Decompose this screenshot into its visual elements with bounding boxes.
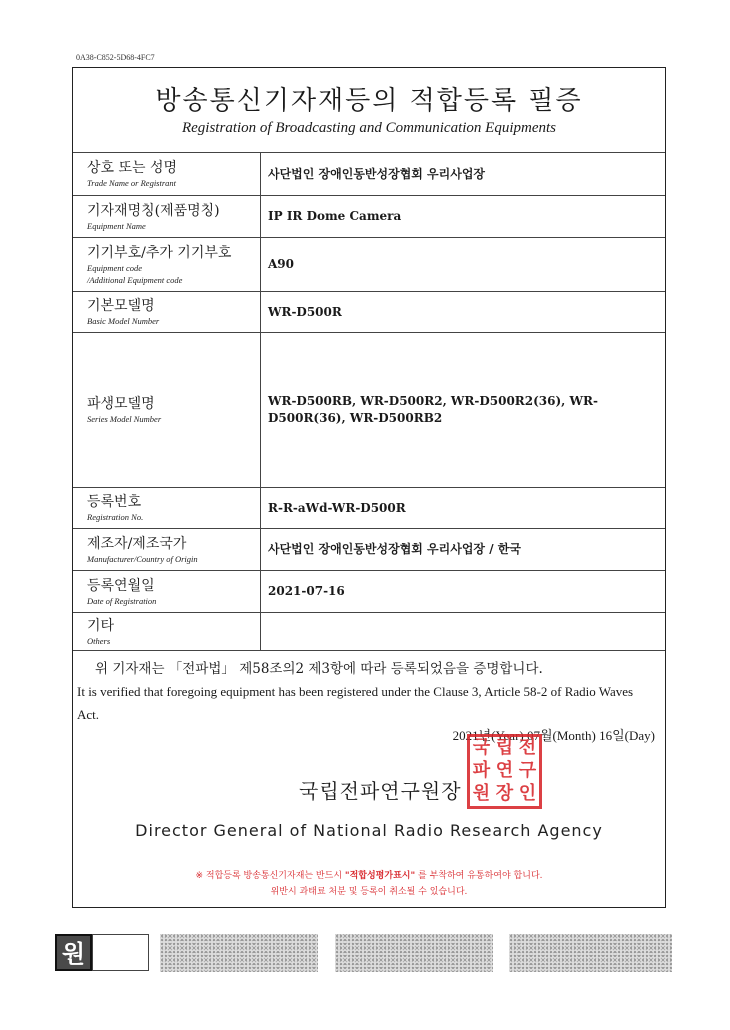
document-id: 0A38-C852-5D68-4FC7 [76, 53, 155, 62]
label-basic-model-ko: 기본모델명 [87, 298, 155, 314]
notice-line-1-suffix: 를 부착하여 유통하여야 합니다. [418, 871, 543, 881]
seal-char: 장 [495, 783, 514, 804]
label-registration-no-ko: 등록번호 [87, 494, 142, 510]
row-manufacturer [73, 529, 665, 571]
label-additional-code-en: /Additional Equipment code [87, 274, 183, 285]
seal-char: 립 [495, 737, 514, 758]
certification-statement-ko: 위 기자재는 「전파법」 제58조의2 제3항에 따라 등록되었음을 증명합니다. [95, 661, 543, 677]
seal-char: 전 [518, 737, 537, 758]
seal-char: 원 [472, 783, 491, 804]
label-others-ko: 기타 [87, 617, 115, 634]
row-registration-date [73, 571, 665, 613]
label-manufacturer-en: Manufacturer/Country of Origin [87, 553, 198, 564]
certification-date: 2021년(Year) 07월(Month) 16일(Day) [452, 728, 655, 743]
label-registration-no-en: Registration No. [87, 512, 144, 522]
value-registration-date: 2021-07-16 [261, 571, 666, 613]
row-series-model [73, 333, 665, 488]
label-equipment-name-ko: 기자재명칭(제품명칭) [87, 202, 220, 219]
value-manufacturer: 사단법인 장애인동반성장협회 우리사업장 / 한국 [261, 529, 666, 571]
label-manufacturer-ko: 제조자/제조국가 [87, 535, 187, 552]
label-equipment-code-ko: 기기부호/추가 기기부호 [87, 244, 232, 261]
official-seal-stamp [467, 734, 542, 809]
label-basic-model-en: Basic Model Number [87, 316, 160, 326]
certification-statement-en: It is verified that foregoing equipment has been registered under the Clause 3, Article 58-2 of Radio Waves Act. [77, 684, 634, 722]
security-pattern-1 [160, 934, 318, 972]
issuer-title-ko: 국립전파연구원장 [299, 779, 462, 803]
row-equipment-code [73, 238, 665, 292]
value-others [261, 613, 666, 651]
label-series-model-en: Series Model Number [87, 414, 162, 424]
seal-char: 연 [495, 760, 514, 781]
label-registration-date-ko: 등록연월일 [87, 577, 155, 594]
label-registration-date-en: Date of Registration [87, 595, 157, 606]
notice-line-2: 위반시 과태료 처분 및 등록이 취소될 수 있습니다. [270, 887, 468, 897]
notice-line-1-emphasis: "적합성평가표시" [344, 871, 416, 881]
label-others-en: Others [87, 635, 111, 646]
label-trade-name-ko: 상호 또는 성명 [87, 160, 178, 176]
footer-mark-logo: 원 [55, 934, 92, 971]
label-equipment-code-en: Equipment code [87, 262, 142, 273]
row-basic-model [73, 292, 665, 333]
row-equipment-name [73, 196, 665, 238]
row-registration-no [73, 488, 665, 529]
seal-char: 인 [518, 783, 537, 804]
label-series-model-ko: 파생모델명 [87, 396, 155, 412]
value-trade-name: 사단법인 장애인동반성장협회 우리사업장 [261, 153, 666, 196]
security-pattern-3 [509, 934, 672, 972]
seal-char: 국 [472, 737, 491, 758]
label-trade-name-en: Trade Name or Registrant [87, 178, 177, 188]
value-basic-model: WR-D500R [261, 292, 666, 333]
registration-table [73, 152, 665, 651]
value-series-model: WR-D500RB, WR-D500R2, WR-D500R2(36), WR-D500R(36), WR-D500RB2 [261, 333, 666, 488]
label-equipment-name-en: Equipment Name [87, 220, 146, 231]
title-english: Registration of Broadcasting and Communication Equipments [181, 120, 556, 136]
seal-char: 구 [518, 760, 537, 781]
compliance-notice [73, 868, 665, 900]
certificate-frame [72, 67, 666, 908]
row-trade-name [73, 153, 665, 196]
notice-line-1-prefix: ※ 적합등록 방송통신기자재는 반드시 [195, 871, 343, 881]
value-equipment-code: A90 [261, 238, 666, 292]
title-korean: 방송통신기자재등의 적합등록 필증 [155, 86, 583, 116]
security-pattern-2 [335, 934, 493, 972]
seal-char: 파 [472, 760, 491, 781]
value-equipment-name: IP IR Dome Camera [261, 196, 666, 238]
issuer-title-en: Director General of National Radio Research Agency [135, 821, 603, 840]
value-registration-no: R-R-aWd-WR-D500R [261, 488, 666, 529]
notice-line-1 [73, 868, 665, 884]
row-others [73, 613, 665, 651]
footer-blank-box [92, 934, 149, 971]
